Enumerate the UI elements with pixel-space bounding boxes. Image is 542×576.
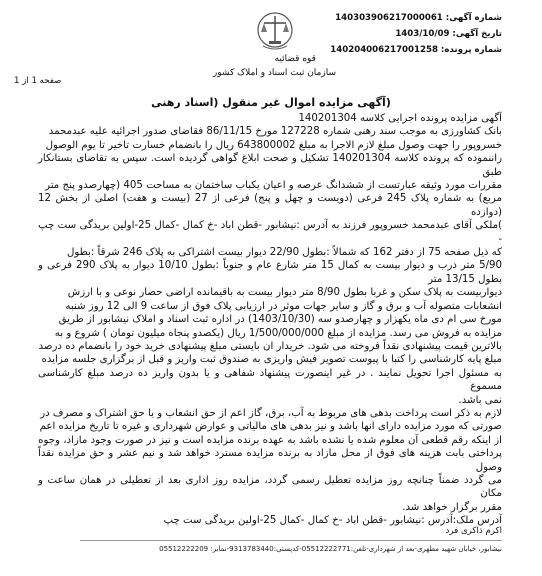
body-line: پرداختی بابت هزینه های فوق از محل مازاد به برنده مزایده مسترد خواهد شد و نیم عشر و حق مزایده نقداً وصول xyxy=(38,448,502,473)
body-line: 5/90 متر درب و دیوار بیست به کمال 15 متر شارع عام و جنوباً :بطول 10/10 دیوار به پلاک 290 فرعی و بطول 13/15 متر xyxy=(38,260,502,285)
logo-text-organization: سازمان ثبت اسناد و املاک کشور xyxy=(212,68,336,78)
page-number: صفحه 1 از 1 xyxy=(14,76,62,86)
body-line: بانک کشاورزی به موجب سند رهنی شماره 127228 مورخ 86/11/15 فقاضای صدور اجرائیه علیه عبدمحمد xyxy=(48,126,502,138)
announcement-body xyxy=(38,112,502,528)
body-line: مقررات مورد وثیقه عبارتست از ششدانگ عرصه و اعیان یکباب ساختمان به مساحت 405 (چهارصدو پنج متر xyxy=(45,180,502,192)
body-line: مزایده به فروش می رسد. مزایده از مبلغ 1/500/000/000 ریال (یکصدو پنجاه میلیون تومان ) شروع و به xyxy=(54,327,502,339)
body-line: می گردد ضمناً چنانچه روز مزایده تعطیل رسمی گردد، مزایده روز اداری بعد از تعطیلی در همان ساعت و مکان xyxy=(38,474,502,500)
body-line: مقرر برگزار خواهد شد. xyxy=(402,501,502,513)
announcement-meta xyxy=(262,10,502,58)
body-line: )ملکی آقای عبدمحمد خسروپور فرزند به آدرس :نیشابور -قطن اباد -خ کمال -کمال 25-اولین بریدگی ست چپ - xyxy=(38,220,503,245)
body-line: صورتی که مورد مزایده دارای انها باشد و نیز بدهی های مالیاتی و عوارض شهرداری و غیره تا تاریخ مزایده اعم xyxy=(39,421,502,433)
body-line: لازم به ذکر است پرداخت بدهی های مربوط به آب، برق، گاز اعم از حق انشعاب و یا حق اشتراک و مصرف در xyxy=(40,407,502,419)
paragraph-address xyxy=(38,514,502,527)
body-line: مربع) به شماره پلاک 245 فرعی (دویست و چهل و پنج) فرعی از 27 (بیست و هفت) اصلی از بخش 12 (دوازده xyxy=(38,193,502,218)
body-line: مورخ سی ام دی ماه یکهزار و چهارصدو سه (1403/10/30) در اداره ثبت اسناد و املاک نیشابور از طریق xyxy=(58,314,502,326)
body-line: به مسئول اجرا تحویل نمایند . در غیر اینصورت پیشنهاد شفاهی و یا بدون واریز ده درصد مبلغ کارشناسی مسموع xyxy=(38,367,502,393)
body-line: خسروپور را جهت وصول مبلغ لازم الاجرا به مبلغ 643800002 ریال را بانضمام خسارت تاخیر تا یوم الوصول xyxy=(45,139,502,151)
body-line: آگهی مزایده پرونده اجرایی کلاسه 140201304 xyxy=(298,113,502,124)
body-line: راننموده که پرونده کلاسه 140201304 تشکیل و صحت ابلاغ گواهی گردیده است. سپس به تقاضای بستانکار طبق xyxy=(38,153,502,178)
body-line: انشعابات متصوله آب و برق و گاز و سایر جهات موثر در ارزیابی پلاک فوق از ساعت 9 الی 12 روز شنبه xyxy=(65,300,502,312)
announcement-number: شماره آگهی: 140303906217000061 xyxy=(335,13,502,23)
logo-text-judiciary: قوه قضائیه xyxy=(274,54,316,64)
case-number: شماره پرونده: 140204006217001258 xyxy=(330,45,502,55)
body-line: بالاترین قیمت پیشنهادی نقداً فروخته می شود. خریدار ان بایستی مبلغ پیشنهادی خرید خود را بانضمام ده درصد xyxy=(38,340,502,352)
body-line: از اینکه رقم قطعی آن معلوم شده یا نشده باشد به عهده برنده مزایده است و نیز در صورت وجود مازاد، وجوه xyxy=(38,434,502,446)
office-contact-footer: نیشابور، خیابان شهید مطهری-بعد از شهرداری-تلفن:05512222771-کدپستی:9313783440-نمابر: 05512222209 xyxy=(159,545,502,553)
body-line: که ذیل صفحه 75 از دفتر 162 که شمالاً :بطول 22/90 دیوار بیست اشتراکی به پلاک 246 شرقاً :بطول xyxy=(67,247,502,259)
body-line: دیواربیست به پلاک سکن و غربا بطول 8/90 متر دیوار بیست به باقیمانده اراضی حصار نوعی و با ارزش xyxy=(67,287,502,299)
body-line: مبلغ پایه کارشناسی را کتبا با پیوست تصویر فیش واریزی به صندوق ثبت واریز و قبل از برگزاری جلسه مزایده xyxy=(41,354,502,366)
paragraph-conditions xyxy=(38,407,502,514)
property-address: آدرس ملک:آدرس :نیشابور -قطن اباد -خ کمال -کمال 25-اولین بریدگی ست چپ xyxy=(163,515,502,527)
announcement-date: تاریخ آگهی: 1403/10/09 xyxy=(395,29,502,39)
announcement-title: (آگهی مزایده اموال غیر منقول (اسناد رهنی xyxy=(151,96,391,109)
body-line: نمی باشد. xyxy=(458,394,502,406)
footer-divider xyxy=(80,540,502,541)
signatory-name: اکرم ذاکری فرد xyxy=(445,526,502,536)
paragraph-main xyxy=(38,112,502,407)
